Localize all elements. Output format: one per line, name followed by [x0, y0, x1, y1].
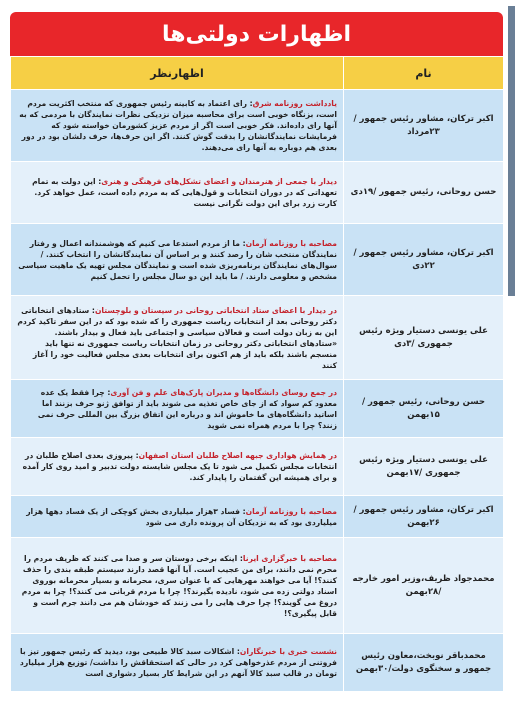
row-name: محمدجواد ظریف،وزیر امور خارجه /۲۸بهمن — [344, 538, 504, 634]
row-text: : اشکالات سبد کالا طبیعی بود، دیدید که رئیس جمهور تیز با فروتنی از مردم عذرخواهی کرد در حالی که استحقاقش را نداشت/ توزیع هزار میلیارد تومان در قالب سبد کالا آنهم در این شرایط کار بسیار دشواری است — [19, 647, 337, 678]
row-source: یادداشت روزنامه شرق — [252, 99, 337, 108]
row-statement — [11, 496, 344, 538]
row-text: : اینکه برخی دوستان سر و صدا می کنند که ظریف مردم را محرم نمی دانند، برای من عجیب است. آیا آنها قصد دارند سیستم طبقه بندی را حذف کنند؟! آیا می خواهند مهرهایی که با عنوان سری، محرمانه و بسیار محرمانه بوروی اسناد دولتی زده می شود، نادیده بگیرند؟! چرا با مردم قربانی می کنند؟! چرا به مردم دروغ می گویند؟! چرا حرف هایی را می زنند که خودشان هم می دانند جرم است و قابل پیگیری؟! — [21, 553, 337, 618]
header-view: اظهارنظر — [11, 57, 344, 90]
row-text: : رای اعتماد به کابینه رئیس جمهوری که منتخب اکثریت مردم است، بزنگاه خوبی است برای محاسبه میزان نزدیکی نظرات نمایندگان با مردمی که به آنها رای داده‌اند. فکر خوبی است اگر از مردم عزیز کشورمان خواسته شود که فرمایشات نمایندگانشان را بدقت گوش کنند. اگر این حرف‌ها، حرف دلشان بود در دور بعدی هم دوباره به آنها رای می‌دهند. — [19, 99, 337, 152]
row-text: : پیروزی بعدی اصلاح طلبان در انتخابات مجلس تکمیل می شود تا یک مجلس شایسته دولت تدبیر و امید روی کار آمده و برای همیشه این گفتمان را پایدار کند. — [22, 451, 337, 482]
row-source: در دیدار با اعضای ستاد انتخاباتی روحانی در سیستان و بلوچستان — [94, 305, 337, 315]
row-name: حسن روحانی، رئیس جمهور /۱۵بهمن — [344, 380, 504, 438]
header-name: نام — [344, 57, 504, 90]
row-statement — [11, 224, 344, 296]
table-row — [11, 162, 504, 224]
row-text: : چرا فقط یک عده معدود کم سواد که از جای خاص تغذیه می شوند باید از توافق ژنو حرف بزنند اما اساتید دانشگاه‌های ما خاموش اند و درباره این اتفاق بزرگ بین المللی حرف نمی زنند؟ چرا با مردم همراه نمی شوید — [37, 387, 337, 430]
table-header-row — [11, 57, 504, 90]
row-source: مصاحبه با خبرگزاری ایرنا — [242, 553, 337, 563]
statements-table — [10, 56, 504, 692]
table-row — [11, 538, 504, 634]
row-name: علی یونسی دستیار ویژه رئیس جمهوری /۳دی — [344, 296, 504, 380]
row-name: علی یونسی دستیار ویژه رئیس جمهوری /۱۷بهمن — [344, 438, 504, 496]
row-source: در همایش هواداری جبهه اصلاح طلبان استان اصفهان — [138, 451, 337, 460]
row-source: نشست خبری با خبرنگاران — [239, 647, 337, 656]
page-title: اظهارات دولتی‌ها — [10, 12, 503, 56]
row-statement — [11, 438, 344, 496]
row-name: اکبر ترکان، مشاور رئیس جمهور /۲۲دی — [344, 224, 504, 296]
row-text: : فساد ۳هزار میلیاردی بخش کوچکی از یک فساد دهها هزار میلیاردی بود که به نزدیکان آن پرونده داری می شود — [26, 506, 337, 527]
row-text: : این دولت به تمام تعهداتی که در دوران انتخابات و قول‌هایی که به مردم داده است، عمل خواهد کرد. کارت زرد برای این دولت تگرانی نیست — [32, 177, 337, 208]
row-name: محمدباقر نوبخت،معاون رئیس جمهور و سخنگوی دولت/۳۰بهمن — [344, 634, 504, 692]
row-source: مصاحبه با روزنامه آرمان — [245, 506, 337, 516]
table-row — [11, 496, 504, 538]
row-statement — [11, 296, 344, 380]
table-row — [11, 634, 504, 692]
row-source: مصاحبه با روزنامه آرمان — [245, 238, 337, 248]
row-name: حسن روحانی، رئیس جمهور /۱۹دی — [344, 162, 504, 224]
table-row — [11, 380, 504, 438]
row-statement — [11, 634, 344, 692]
row-statement — [11, 538, 344, 634]
row-text: : ستادهای انتخاباتی دکتر روحانی بعد از انتخابات ریاست جمهوری را که شده بود که در این سفر تاکید کردم این به زبان دولت است و فعالان سیاسی و اجتماعی باید فعال و بیدار باشند. «ستادهای انتخاباتی دکتر روحانی در زمان انتخابات ریاست جمهوری نه تنها باید منسجم باشند بلکه باید از هم اکنون برای انتخابات بعدی مجلس فعالیت خود را آغاز کنند — [17, 305, 337, 370]
table-row — [11, 438, 504, 496]
row-text: : ما از مردم استدعا می کنیم که هوشمندانه اعمال و رفتار نمایندگان منتخب شان را رصد کنند و بر اساس آن نمایندگانشان را انتخاب کنند. /سوال‌های نمایندگان برنامه‌ریزی شده است و نمایندگان مجلس تهیه یک ماهیت سیاسی مشخص و معلومی دارند. / ما باید این دو سال مجلس را تحمل کنیم — [18, 238, 337, 281]
row-source: در جمع روسای دانشگاه‌ها و مدیران پارک‌های علم و فن آوری — [110, 387, 337, 397]
row-statement — [11, 380, 344, 438]
row-statement — [11, 162, 344, 224]
table-row — [11, 224, 504, 296]
row-name: اکبر ترکان، مشاور رئیس جمهور / ۲۶بهمن — [344, 496, 504, 538]
statements-sheet — [10, 12, 503, 702]
row-source: دیدار با جمعی از هنرمندان و اعضای تشکل‌های فرهنگی و هنری — [101, 177, 337, 186]
table-row — [11, 90, 504, 162]
row-name: اکبر ترکان، مشاور رئیس جمهور /۲۳مرداد — [344, 90, 504, 162]
row-statement — [11, 90, 344, 162]
adjacent-photo-edge — [508, 6, 515, 296]
table-row — [11, 296, 504, 380]
